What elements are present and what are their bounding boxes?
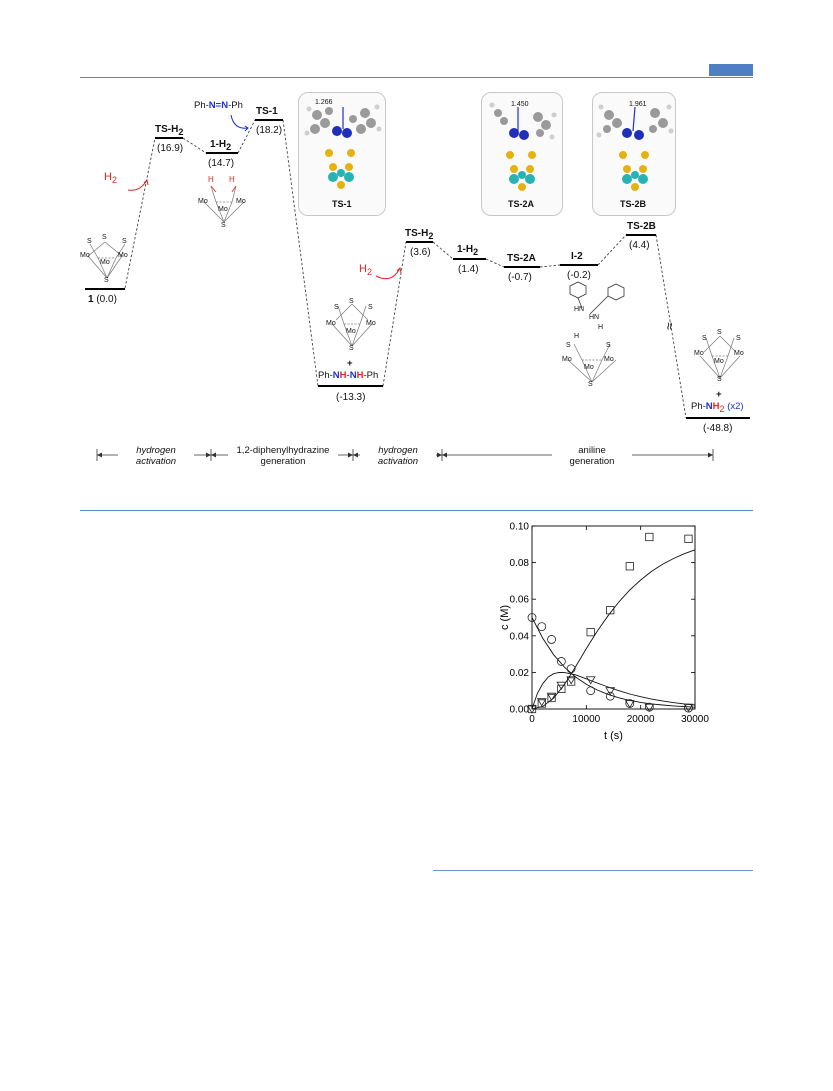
kinetics-chart	[498, 518, 720, 750]
level-1-h2-b	[453, 258, 486, 260]
cluster-regen-mo-left: Mo	[326, 320, 336, 327]
cluster-final-mo-right: Mo	[734, 350, 744, 357]
label-ts-h2-b: $TS-H_2$	[405, 228, 434, 241]
cluster-1-mo-right: Mo	[118, 252, 128, 259]
cluster-1-h2-mo-mid: Mo	[218, 206, 228, 213]
aniline-label: $Ph-NH_2$ (x2)	[691, 401, 744, 414]
ts-2b-structure-box	[592, 92, 676, 216]
cluster-1-s-right: S	[122, 238, 127, 245]
data-point-square	[646, 533, 653, 540]
i2-hn-lower: HN	[589, 314, 600, 321]
value-ts-h2-b: (3.6)	[410, 247, 431, 258]
i2-cluster-mo-right: Mo	[604, 356, 614, 363]
cluster-1-s-bottom: S	[104, 277, 109, 284]
i2-cluster-h-left: H	[574, 333, 580, 340]
y-tick-label: 0.00	[509, 704, 529, 716]
label-ts-2b: TS-2B	[627, 221, 656, 232]
x-tick-label: 0	[529, 714, 535, 725]
level-ts-2b	[626, 234, 656, 236]
data-point-circle	[538, 623, 546, 631]
value-hydrazine: (-13.3)	[336, 392, 366, 403]
cluster-regen-s-bottom: S	[349, 345, 354, 352]
ts-2b-distance: 1.961	[629, 101, 647, 108]
cluster-regen-s-top: S	[349, 298, 354, 305]
level-1	[85, 288, 125, 290]
data-point-square	[685, 535, 692, 542]
value-ts-2a: (-0.7)	[508, 272, 532, 283]
ts-1-name: TS-1	[332, 199, 352, 209]
label-ts-2a: TS-2A	[507, 253, 536, 264]
label-ts-h2-a: $TS-H_2$	[155, 124, 184, 137]
ts-1-distance: 1.266	[315, 99, 333, 106]
ts-1-molecule-render	[299, 93, 385, 215]
value-ts-1: (18.2)	[256, 125, 283, 136]
hydrazine-plus: +	[347, 358, 353, 369]
phase-diphenylhydrazine-generation: 1,2-diphenylhydrazine generation	[228, 445, 338, 467]
level-ts-2a	[504, 266, 540, 268]
h2-label-first: $H_2$	[104, 171, 117, 186]
value-aniline: (-48.8)	[703, 423, 733, 434]
level-ts-h2-b	[406, 241, 433, 243]
cluster-final-s-top: S	[717, 329, 722, 336]
value-1-h2-a: (14.7)	[208, 158, 235, 169]
phase-hydrogen-activation-2: hydrogen activation	[360, 445, 436, 467]
fit-curve-growth	[532, 550, 695, 709]
footer-rule	[433, 870, 753, 871]
cluster-1-mo-left: Mo	[80, 252, 90, 259]
hydrazine-label: Ph-NH-NH-Ph	[318, 370, 379, 381]
cluster-1-h2-h-right: H	[229, 175, 235, 184]
cluster-final-s-left: S	[702, 335, 707, 342]
i2-h-bottom: H	[598, 324, 604, 331]
cluster-1-s-left: S	[87, 238, 92, 245]
phase-aniline-generation: aniline generation	[552, 445, 632, 467]
level-i-2	[560, 264, 598, 266]
x-tick-label: 10000	[572, 714, 601, 725]
ts-1-structure-box	[298, 92, 386, 216]
i2-hn-upper: HN	[574, 306, 585, 313]
level-ts-h2-a	[155, 137, 183, 139]
axis-break-mark: ≈	[661, 322, 678, 330]
cluster-final-s-bottom: S	[717, 376, 722, 383]
level-aniline	[686, 417, 750, 419]
i2-cluster-mo-mid: Mo	[584, 364, 594, 371]
data-point-square	[626, 563, 633, 570]
label-i-2: I-2	[571, 251, 583, 262]
cluster-final-s-right: S	[736, 335, 741, 342]
ts-2b-molecule-render	[593, 93, 675, 215]
x-tick-label: 30000	[681, 714, 709, 725]
i2-cluster-mo-left: Mo	[562, 356, 572, 363]
ts-2a-molecule-render	[482, 93, 562, 215]
plot-frame	[532, 526, 695, 709]
cluster-1-h2-mo-right: Mo	[236, 198, 246, 205]
cluster-final-mo-mid: Mo	[714, 358, 724, 365]
cluster-1-mo-mid: Mo	[100, 259, 110, 266]
cluster-1-h2-h-left: H	[208, 175, 214, 184]
x-axis-label: t (s)	[604, 730, 623, 742]
cluster-1-h2-s-bottom: S	[221, 222, 226, 229]
data-point-circle	[587, 687, 595, 695]
cluster-1-s-top: S	[102, 234, 107, 241]
aniline-plus: +	[716, 389, 722, 400]
cluster-regen-s-right: S	[368, 304, 373, 311]
y-tick-label: 0.04	[509, 631, 529, 643]
y-tick-label: 0.10	[509, 521, 529, 533]
level-ts-1	[255, 119, 283, 121]
level-1-h2-a	[206, 152, 238, 154]
section-rule	[80, 510, 753, 511]
value-1-h2-b: (1.4)	[458, 264, 479, 275]
phase-hydrogen-activation-1: hydrogen activation	[118, 445, 194, 467]
ts-2a-structure-box	[481, 92, 563, 216]
label-1-h2-b: $1-H_2$	[457, 244, 479, 257]
fit-curve-intermediate	[532, 672, 695, 709]
h2-label-second: $H_2$	[359, 263, 372, 278]
y-tick-label: 0.02	[509, 667, 529, 679]
value-i-2: (-0.2)	[567, 270, 591, 281]
cluster-regen-mo-mid: Mo	[346, 328, 356, 335]
level-hydrazine	[318, 385, 383, 387]
azobenzene-label: Ph-N=N-Ph	[194, 100, 243, 111]
label-ts-1: TS-1	[256, 106, 278, 117]
y-axis-label: c (M)	[499, 604, 511, 631]
value-ts-2b: (4.4)	[629, 240, 650, 251]
label-level-1: 1 (0.0)	[88, 294, 117, 305]
x-tick-label: 20000	[626, 714, 655, 725]
i2-cluster-s-bottom: S	[588, 381, 593, 388]
cluster-1-h2-mo-left: Mo	[198, 198, 208, 205]
label-1-h2-a: $1-H_2$	[210, 139, 232, 152]
cluster-regen-mo-right: Mo	[366, 320, 376, 327]
value-ts-h2-a: (16.9)	[157, 143, 184, 154]
i2-cluster-s-left: S	[566, 342, 571, 349]
cluster-regen-s-left: S	[334, 304, 339, 311]
ts-2a-distance: 1.450	[511, 101, 529, 108]
i2-cluster-s-right: S	[606, 342, 611, 349]
data-point-circle	[548, 635, 556, 643]
ts-2b-name: TS-2B	[620, 199, 647, 209]
ts-2a-name: TS-2A	[508, 199, 535, 209]
cluster-final-mo-left: Mo	[694, 350, 704, 357]
data-point-square	[587, 628, 594, 635]
y-tick-label: 0.08	[509, 558, 529, 570]
y-tick-label: 0.06	[509, 594, 529, 606]
